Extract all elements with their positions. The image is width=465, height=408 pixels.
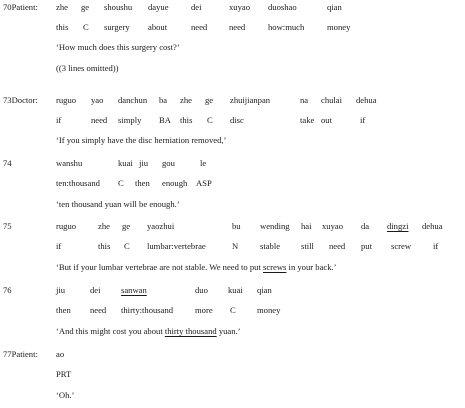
translation-text: ‘And this might cost you about — [56, 326, 165, 336]
pinyin-word: dei — [191, 2, 202, 12]
pinyin-word: hai — [301, 221, 312, 231]
translation-text: ‘But if your lumbar vertebrae are not stable. We need to put — [56, 262, 264, 272]
gloss-word: need — [329, 241, 346, 251]
pinyin-word: danchun — [118, 95, 148, 105]
translation-underlined-term: screws — [263, 262, 287, 272]
pinyin-word: duo — [195, 285, 208, 295]
pinyin-word: bu — [232, 221, 241, 231]
translation-text: in your back.’ — [286, 262, 337, 272]
gloss-word: still — [301, 241, 314, 251]
pinyin-word: shoushu — [104, 2, 133, 12]
gloss-word: this — [98, 241, 111, 251]
gloss-word: BA — [159, 115, 171, 125]
pinyin-word: ruguo — [56, 95, 77, 105]
pinyin-word: yaozhui — [147, 221, 175, 231]
gloss-word: put — [361, 241, 372, 251]
free-translation — [56, 326, 241, 336]
pinyin-word: zhe — [56, 2, 68, 12]
pinyin-word: gou — [162, 158, 175, 168]
gloss-word: this — [180, 115, 193, 125]
line-number: 74 — [3, 158, 12, 168]
gloss-word: C — [207, 115, 213, 125]
pinyin-word: kuai — [228, 285, 243, 295]
pinyin-word: ge — [81, 2, 90, 12]
gloss-word: simply — [118, 115, 142, 125]
gloss-word: money — [257, 305, 281, 315]
pinyin-word: zhe — [98, 221, 110, 231]
gloss-word: stable — [260, 241, 281, 251]
pinyin-word: dayue — [148, 2, 169, 12]
gloss-word: ASP — [196, 178, 212, 188]
gloss-word: take — [300, 115, 315, 125]
gloss-word: screw — [391, 241, 412, 251]
speaker-label: 73Doctor: — [3, 95, 38, 105]
pinyin-word: xuyao — [322, 221, 344, 231]
free-translation: ‘How much does this surgery cost?’ — [56, 42, 180, 52]
pinyin-word: wending — [260, 221, 290, 231]
gloss-word: ten:thousand — [56, 178, 100, 188]
pinyin-word: dei — [90, 285, 101, 295]
pinyin-word: zhe — [180, 95, 192, 105]
pinyin-word: kuai — [118, 158, 133, 168]
gloss-word: need — [229, 22, 246, 32]
line-number: 75 — [3, 221, 12, 231]
gloss-word: PRT — [56, 369, 72, 379]
pinyin-word: ba — [159, 95, 168, 105]
pinyin-word: wanshu — [56, 158, 83, 168]
gloss-word: out — [321, 115, 332, 125]
gloss-word: need — [91, 115, 108, 125]
pinyin-word: ge — [122, 221, 131, 231]
gloss-word: then — [135, 178, 150, 188]
gloss-word: thirty:thousand — [121, 305, 174, 315]
pinyin-word-underlined: sanwan — [121, 285, 147, 295]
gloss-word: C — [118, 178, 124, 188]
pinyin-word: na — [300, 95, 309, 105]
free-translation: ‘Oh.’ — [56, 390, 75, 400]
gloss-word: enough — [162, 178, 188, 188]
pinyin-word: dehua — [356, 95, 377, 105]
pinyin-word: ao — [56, 349, 65, 359]
pinyin-word-underlined: dingzi — [387, 221, 409, 231]
gloss-word: disc — [230, 115, 244, 125]
speaker-label: 70Patient: — [3, 2, 38, 12]
free-translation: ‘If you simply have the disc herniation removed,’ — [56, 135, 227, 145]
pinyin-word: da — [361, 221, 370, 231]
gloss-word: N — [232, 241, 239, 251]
free-translation — [56, 262, 337, 272]
gloss-word: then — [56, 305, 71, 315]
pinyin-word: chulai — [321, 95, 342, 105]
gloss-word: if — [56, 115, 62, 125]
gloss-word: about — [148, 22, 168, 32]
translation-text: yuan.’ — [216, 326, 241, 336]
pinyin-word: yao — [91, 95, 104, 105]
gloss-word: how:much — [268, 22, 305, 32]
gloss-word: if — [360, 115, 366, 125]
gloss-word: if — [56, 241, 62, 251]
pinyin-word: le — [200, 158, 207, 168]
gloss-word: C — [83, 22, 89, 32]
pinyin-word: ge — [205, 95, 214, 105]
gloss-word: need — [191, 22, 208, 32]
pinyin-word: ruguo — [56, 221, 77, 231]
pinyin-word: jiu — [56, 285, 66, 295]
gloss-word: money — [327, 22, 351, 32]
gloss-word: lumbar:vertebrae — [147, 241, 206, 251]
pinyin-word: dehua — [422, 221, 443, 231]
pinyin-word: qian — [257, 285, 272, 295]
pinyin-word: qian — [327, 2, 342, 12]
line-number: 76 — [3, 285, 12, 295]
pinyin-word: jiu — [139, 158, 149, 168]
pinyin-word: zhuijianpan — [230, 95, 271, 105]
gloss-word: surgery — [104, 22, 130, 32]
speaker-label: 77Patient: — [3, 349, 38, 359]
gloss-word: C — [124, 241, 130, 251]
gloss-word: if — [433, 241, 439, 251]
translation-underlined-term: thirty thousand — [164, 326, 217, 336]
pinyin-word: duoshao — [268, 2, 297, 12]
gloss-word: need — [90, 305, 107, 315]
gloss-word: C — [230, 305, 236, 315]
pinyin-word: xuyao — [229, 2, 251, 12]
gloss-word: more — [195, 305, 213, 315]
free-translation: ‘ten thousand yuan will be enough.’ — [56, 199, 180, 209]
gloss-word: this — [56, 22, 69, 32]
omission-note: ((3 lines omitted)) — [56, 63, 119, 73]
